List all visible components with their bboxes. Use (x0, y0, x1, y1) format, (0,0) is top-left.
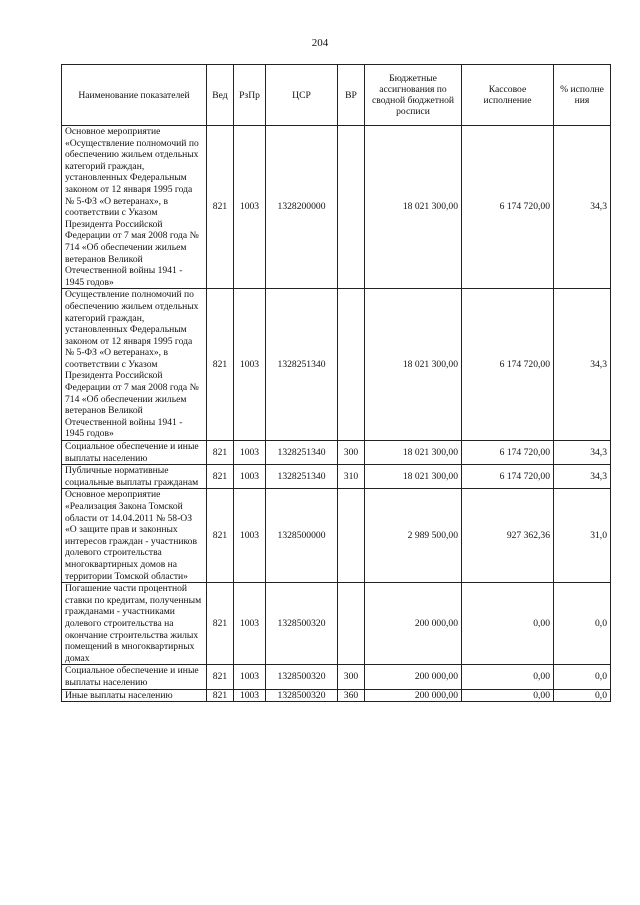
table-row (62, 489, 611, 583)
header-name: Наименование показателей (62, 65, 207, 126)
row-budget: 18 021 300,00 (365, 289, 462, 441)
row-budget: 18 021 300,00 (365, 441, 462, 465)
table-row (62, 441, 611, 465)
row-budget: 200 000,00 (365, 583, 462, 665)
row-rzpr: 1003 (234, 289, 266, 441)
row-csr: 1328200000 (266, 126, 338, 289)
row-budget: 200 000,00 (365, 689, 462, 702)
row-vr: 310 (338, 465, 365, 489)
row-percent: 31,0 (554, 489, 611, 583)
row-csr: 1328500320 (266, 689, 338, 702)
table-row (62, 289, 611, 441)
row-budget: 2 989 500,00 (365, 489, 462, 583)
row-percent: 34,3 (554, 289, 611, 441)
header-ved: Вед (207, 65, 234, 126)
row-vr: 300 (338, 441, 365, 465)
row-budget: 18 021 300,00 (365, 465, 462, 489)
row-ved: 821 (207, 489, 234, 583)
row-name: Основное мероприятие «Осуществление полномочий по обеспечению жильем отдельных категорий граждан, установленных Федеральным законом от 12 января 1995 года № 5-ФЗ «О ветеранах», в соответствии с Указом Президента Российской Федерации от 7 мая 2008 года № 714 «Об обеспечении жильем ветеранов Великой Отечественной войны 1941 - 1945 годов» (62, 126, 207, 289)
row-csr: 1328500320 (266, 583, 338, 665)
row-name: Социальное обеспечение и иные выплаты населению (62, 665, 207, 689)
row-ved: 821 (207, 289, 234, 441)
row-vr: 360 (338, 689, 365, 702)
table-header-row (62, 65, 611, 126)
row-csr: 1328500000 (266, 489, 338, 583)
row-name: Публичные нормативные социальные выплаты гражданам (62, 465, 207, 489)
header-csr: ЦСР (266, 65, 338, 126)
row-kassa: 0,00 (462, 689, 554, 702)
row-kassa: 0,00 (462, 583, 554, 665)
row-budget: 18 021 300,00 (365, 126, 462, 289)
header-kassa: Кассовое исполнение (462, 65, 554, 126)
row-rzpr: 1003 (234, 665, 266, 689)
row-kassa: 927 362,36 (462, 489, 554, 583)
table-row (62, 689, 611, 702)
row-ved: 821 (207, 465, 234, 489)
row-percent: 34,3 (554, 465, 611, 489)
row-vr (338, 126, 365, 289)
row-ved: 821 (207, 126, 234, 289)
row-ved: 821 (207, 665, 234, 689)
row-rzpr: 1003 (234, 583, 266, 665)
row-csr: 1328251340 (266, 289, 338, 441)
header-percent: % исполне ния (554, 65, 611, 126)
row-percent: 34,3 (554, 441, 611, 465)
row-csr: 1328500320 (266, 665, 338, 689)
row-name: Погашение части процентной ставки по кредитам, полученным гражданами - участниками долевого строительства на окончание строительства жилых помещений в многоквартирных домах (62, 583, 207, 665)
row-ved: 821 (207, 583, 234, 665)
budget-execution-table (61, 64, 611, 702)
row-kassa: 6 174 720,00 (462, 126, 554, 289)
row-rzpr: 1003 (234, 689, 266, 702)
table-row (62, 583, 611, 665)
row-vr: 300 (338, 665, 365, 689)
row-percent: 0,0 (554, 583, 611, 665)
row-kassa: 0,00 (462, 665, 554, 689)
row-budget: 200 000,00 (365, 665, 462, 689)
header-vr: ВР (338, 65, 365, 126)
row-percent: 0,0 (554, 665, 611, 689)
row-ved: 821 (207, 441, 234, 465)
row-rzpr: 1003 (234, 126, 266, 289)
row-name: Иные выплаты населению (62, 689, 207, 702)
row-vr (338, 583, 365, 665)
row-csr: 1328251340 (266, 441, 338, 465)
row-name: Осуществление полномочий по обеспечению жильем отдельных категорий граждан, установленных Федеральным законом от 12 января 1995 года № 5-ФЗ «О ветеранах», в соответствии с Указом Президента Российской Федерации от 7 мая 2008 года № 714 «Об обеспечении жильем ветеранов Великой Отечественной войны 1941 - 1945 годов» (62, 289, 207, 441)
table-row (62, 465, 611, 489)
row-vr (338, 289, 365, 441)
header-rzpr: РзПр (234, 65, 266, 126)
row-vr (338, 489, 365, 583)
row-rzpr: 1003 (234, 465, 266, 489)
page-number: 204 (311, 37, 329, 49)
row-name: Социальное обеспечение и иные выплаты населению (62, 441, 207, 465)
row-percent: 34,3 (554, 126, 611, 289)
row-kassa: 6 174 720,00 (462, 441, 554, 465)
row-csr: 1328251340 (266, 465, 338, 489)
header-budget: Бюджетные ассигнования по сводной бюджетной росписи (365, 65, 462, 126)
row-kassa: 6 174 720,00 (462, 465, 554, 489)
row-kassa: 6 174 720,00 (462, 289, 554, 441)
row-rzpr: 1003 (234, 441, 266, 465)
row-rzpr: 1003 (234, 489, 266, 583)
table-row (62, 126, 611, 289)
row-name: Основное мероприятие «Реализация Закона Томской области от 14.04.2011 № 58-ОЗ «О защите прав и законных интересов граждан - участников долевого строительства многоквартирных домов на территории Томской области» (62, 489, 207, 583)
row-percent: 0,0 (554, 689, 611, 702)
table-row (62, 665, 611, 689)
row-ved: 821 (207, 689, 234, 702)
